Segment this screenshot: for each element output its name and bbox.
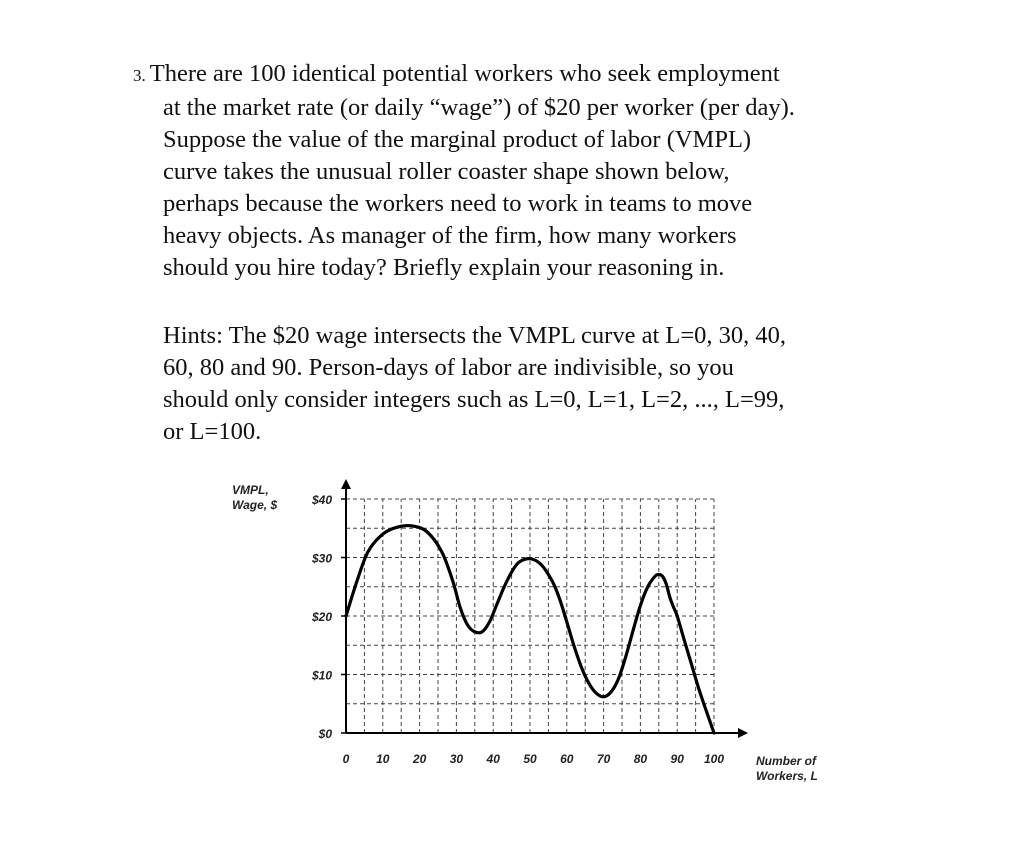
y-tick-label: $0 <box>318 727 332 741</box>
question-number: 3. <box>133 66 146 85</box>
x-tick-label: 0 <box>342 752 350 766</box>
y-tick-label: $30 <box>311 551 332 566</box>
x-tick-label: 100 <box>703 752 725 766</box>
question-line: Suppose the value of the marginal product of labor (VMPL) <box>163 126 752 153</box>
x-tick-label: 20 <box>412 752 427 766</box>
x-axis-arrow <box>738 728 748 738</box>
y-axis-title: VMPL, <box>232 483 269 497</box>
x-tick-label: 40 <box>486 752 500 766</box>
question-line: perhaps because the workers need to work in teams to move <box>163 190 753 217</box>
x-axis-title: Number of <box>756 754 816 768</box>
question-line: at the market rate (or daily “wage”) of $20 per worker (per day). <box>163 94 795 121</box>
x-tick-label: 80 <box>633 752 648 766</box>
x-tick-label: 90 <box>670 752 684 766</box>
question-line: 3. There are 100 identical potential workers who seek employment <box>133 60 780 87</box>
hint-line: 60, 80 and 90. Person-days of labor are indivisible, so you <box>163 354 734 381</box>
y-tick-label: $20 <box>311 610 332 624</box>
hint-line: Hints: The $20 wage intersects the VMPL curve at L=0, 30, 40, <box>163 322 787 349</box>
y-tick-label: $40 <box>311 493 332 507</box>
hint-line: or L=100. <box>163 418 262 445</box>
x-tick-label: 70 <box>596 752 611 766</box>
x-tick-label: 10 <box>376 752 390 766</box>
question-line: heavy objects. As manager of the firm, how many workers <box>163 222 737 249</box>
y-tick-label: $10 <box>311 668 332 683</box>
y-axis-arrow <box>341 479 351 489</box>
x-tick-label: 60 <box>560 752 574 766</box>
y-axis-title: Wage, $ <box>232 498 278 512</box>
question-line: curve takes the unusual roller coaster shape shown below, <box>163 158 730 185</box>
hint-line: should only consider integers such as L=0, L=1, L=2, ..., L=99, <box>163 386 785 413</box>
question-line: should you hire today? Briefly explain your reasoning in. <box>163 254 725 281</box>
x-axis-title: Workers, L <box>756 769 818 783</box>
x-tick-label: 30 <box>449 752 464 766</box>
x-tick-label: 50 <box>523 752 537 766</box>
